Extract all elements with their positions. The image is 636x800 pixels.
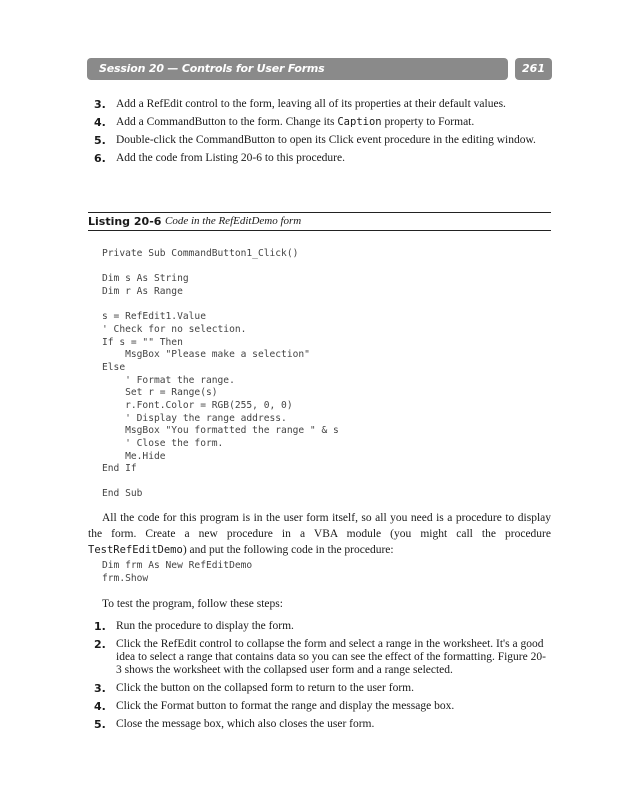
- step-text: Add a CommandButton to the form. Change its: [116, 116, 338, 128]
- step-text: Add a RefEdit control to the form, leaving all of its properties at their default values.: [116, 98, 506, 110]
- step-number: 6.: [94, 152, 106, 165]
- test-intro: To test the program, follow these steps:: [102, 598, 283, 610]
- list-item: [90, 98, 550, 111]
- list-item: [90, 718, 550, 731]
- list-item: [90, 700, 550, 713]
- step-text: Double-click the CommandButton to open its Click event procedure in the editing window.: [116, 134, 536, 146]
- listing-label: Listing 20-6: [88, 215, 162, 228]
- list-item: [90, 682, 550, 695]
- steps-list-bottom: [90, 620, 550, 736]
- inline-code: Caption: [337, 116, 382, 128]
- step-text: Close the message box, which also closes the user form.: [116, 718, 375, 730]
- running-header-title: Session 20 — Controls for User Forms: [99, 62, 325, 75]
- step-number: 4.: [94, 700, 106, 713]
- list-item: [90, 152, 550, 165]
- step-number: 2.: [94, 638, 106, 651]
- listing-caption: Code in the RefEditDemo form: [165, 215, 302, 227]
- step-text: Click the Format button to format the range and display the message box.: [116, 700, 455, 712]
- step-number: 1.: [94, 620, 106, 633]
- code-snippet: Dim frm As New RefEditDemo frm.Show: [102, 560, 253, 584]
- code-listing: Private Sub CommandButton1_Click() Dim s As String Dim r As Range s = RefEdit1.Value ' Check for no selection. If s = "" Then MsgBox "Please make a selection" Else ' Format the range. Set r = Range(s) r.Font.Color = RGB(255, 0, 0) ' Display the range address. MsgBox "You formatted the range " & s ' Close the form. Me.Hide End If End Sub: [102, 248, 339, 500]
- listing-top-rule: [88, 212, 551, 213]
- steps-list-top: [90, 98, 550, 170]
- step-text: Run the procedure to display the form.: [116, 620, 294, 632]
- paragraph-text: All the code for this program is in the user form itself, so all you need is a procedure to display the form. Create a new procedure in a VBA module (you might call the procedure: [88, 512, 551, 540]
- step-text: property to Format.: [381, 116, 475, 128]
- step-number: 4.: [94, 116, 106, 129]
- paragraph-text: ) and put the following code in the procedure:: [182, 544, 394, 556]
- step-number: 3.: [94, 682, 106, 695]
- list-item: [90, 134, 550, 147]
- step-number: 3.: [94, 98, 106, 111]
- list-item: [90, 116, 550, 129]
- step-number: 5.: [94, 718, 106, 731]
- step-number: 5.: [94, 134, 106, 147]
- page-number: 261: [515, 58, 552, 80]
- listing-bottom-rule: [88, 230, 551, 231]
- running-header: [87, 58, 508, 80]
- step-text: Click the button on the collapsed form to return to the user form.: [116, 682, 414, 694]
- step-text: Click the RefEdit control to collapse the form and select a range in the worksheet. It's a good idea to select a range that contains data so you can see the effect of the formatting. Figure 20-3 shows the worksheet with the collapsed user form and a range selected.: [116, 638, 546, 676]
- list-item: [90, 638, 550, 677]
- list-item: [90, 620, 550, 633]
- inline-code: TestRefEditDemo: [88, 544, 183, 556]
- body-paragraph: [88, 510, 551, 558]
- step-text: Add the code from Listing 20-6 to this procedure.: [116, 152, 345, 164]
